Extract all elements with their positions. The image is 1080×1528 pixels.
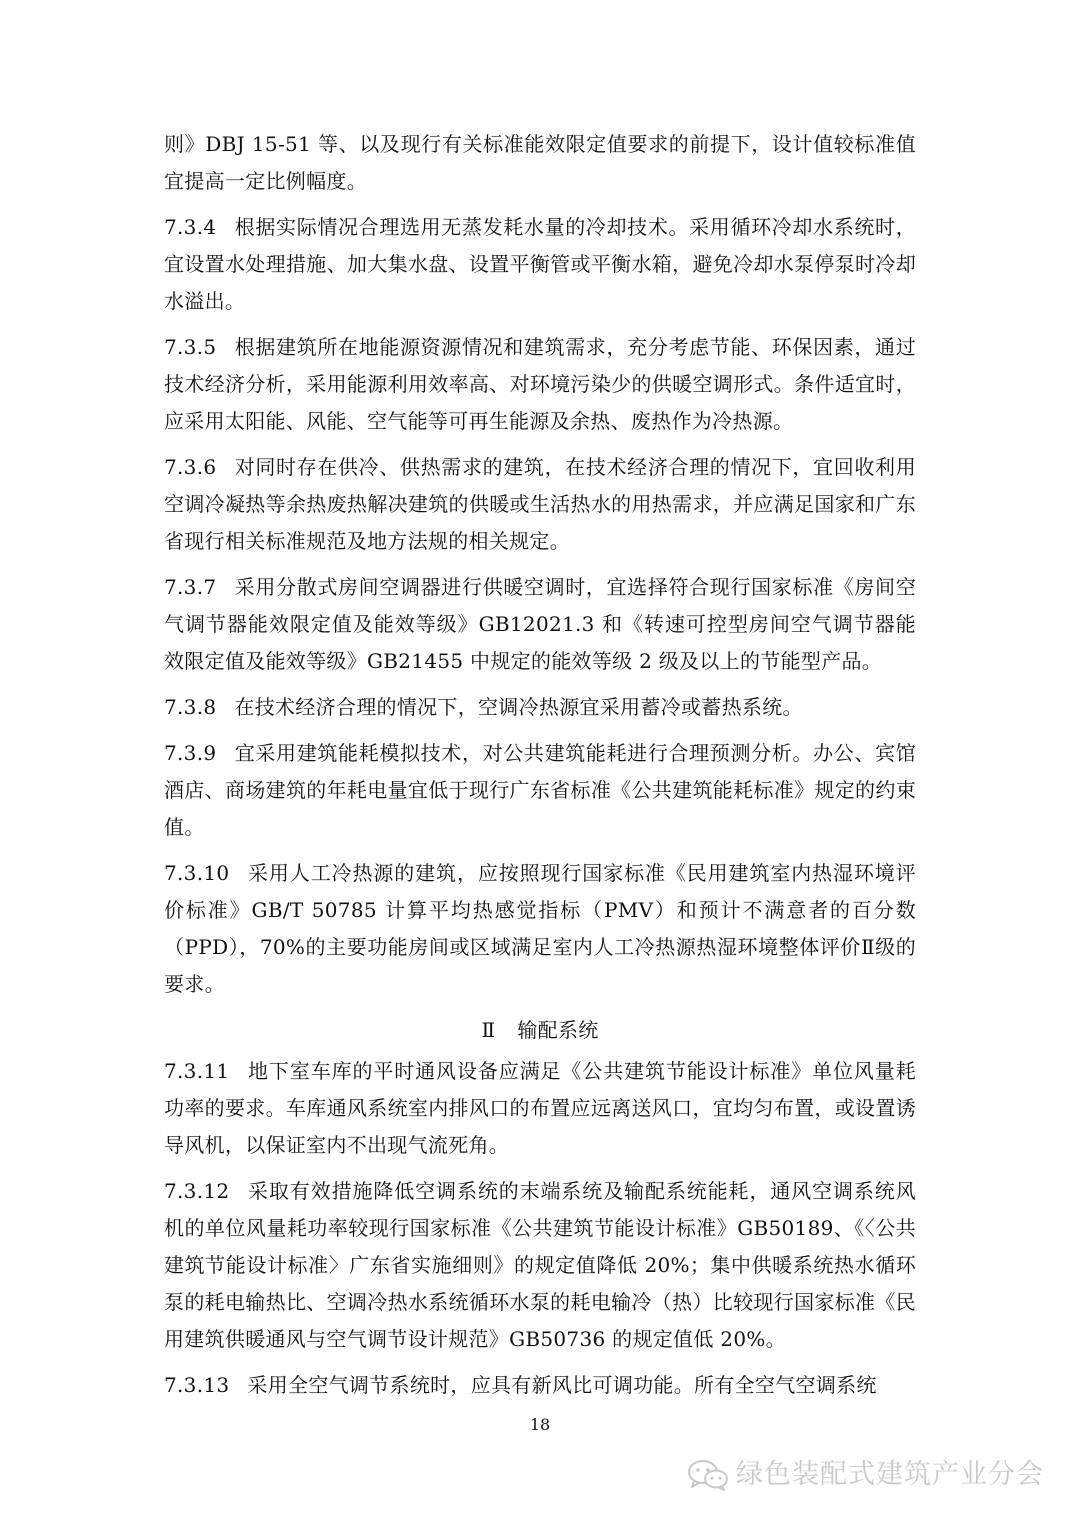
watermark-text: 绿色装配式建筑产业分会 <box>736 1459 1044 1490</box>
section-roman-numeral: Ⅱ <box>481 1018 496 1042</box>
clause-number: 7.3.6 <box>164 455 217 479</box>
clause-7-3-5 <box>164 329 916 440</box>
page-number: 18 <box>529 1415 551 1434</box>
clause-7-3-9 <box>164 735 916 846</box>
clause-number: 7.3.7 <box>164 575 217 599</box>
section-heading <box>164 1012 916 1049</box>
clause-text: 采用全空气调节系统时，应具有新风比可调功能。所有全空气空调系统 <box>247 1373 877 1397</box>
clause-text: 采用分散式房间空调器进行供暖空调时，宜选择符合现行国家标准《房间空气调节器能效限定值及能效等级》GB12021.3 和《转速可控型房间空气调节器能效限定值及能效等级》GB21455 中规定的能效等级 2 级及以上的节能型产品。 <box>164 575 916 673</box>
clause-7-3-4 <box>164 209 916 320</box>
watermark <box>686 1455 1044 1495</box>
clause-number: 7.3.8 <box>164 695 217 719</box>
clause-7-3-13 <box>164 1367 916 1404</box>
clause-number: 7.3.5 <box>164 335 217 359</box>
clause-text: 采用人工冷热源的建筑，应按照现行国家标准《民用建筑室内热湿环境评价标准》GB/T 50785 计算平均热感觉指标（PMV）和预计不满意者的百分数（PPD），70%的主要功能房间或区域满足室内人工冷热源热湿环境整体评价Ⅱ级的要求。 <box>164 861 916 996</box>
clause-text: 地下室车库的平时通风设备应满足《公共建筑节能设计标准》单位风量耗功率的要求。车库通风系统室内排风口的布置应远离送风口，宜均匀布置，或设置诱导风机，以保证室内不出现气流死角。 <box>164 1059 916 1157</box>
clause-number: 7.3.4 <box>164 215 217 239</box>
paragraph-continuation <box>164 126 916 200</box>
clause-7-3-12 <box>164 1173 916 1358</box>
clause-text: 宜采用建筑能耗模拟技术，对公共建筑能耗进行合理预测分析。办公、宾馆酒店、商场建筑的年耗电量宜低于现行广东省标准《公共建筑能耗标准》规定的约束值。 <box>164 741 916 839</box>
clause-text: 对同时存在供冷、供热需求的建筑，在技术经济合理的情况下，宜回收利用空调冷凝热等余热废热解决建筑的供暖或生活热水的用热需求，并应满足国家和广东省现行相关标准规范及地方法规的相关规定。 <box>164 455 916 553</box>
clause-7-3-6 <box>164 449 916 560</box>
clause-number: 7.3.9 <box>164 741 217 765</box>
clause-7-3-7 <box>164 569 916 680</box>
page-content <box>164 126 916 1413</box>
clause-text: 采取有效措施降低空调系统的末端系统及输配系统能耗，通风空调系统风机的单位风量耗功率较现行国家标准《公共建筑节能设计标准》GB50189、《〈公共建筑节能设计标准〉广东省实施细则》的规定值降低 20%；集中供暖系统热水循环泵的耗电输热比、空调冷热水系统循环水泵的耗电输冷（热）比较现行国家标准《民用建筑供暖通风与空气调节设计规范》GB50736 的规定值低 20%。 <box>164 1179 916 1351</box>
clause-text: 根据实际情况合理选用无蒸发耗水量的冷却技术。采用循环冷却水系统时，宜设置水处理措施、加大集水盘、设置平衡管或平衡水箱，避免冷却水泵停泵时冷却水溢出。 <box>164 215 916 313</box>
paragraph-text: 则》DBJ 15-51 等、以及现行有关标准能效限定值要求的前提下，设计值较标准值宜提高一定比例幅度。 <box>164 132 916 193</box>
clause-number: 7.3.13 <box>164 1373 230 1397</box>
wechat-icon <box>686 1458 730 1492</box>
clause-text: 在技术经济合理的情况下，空调冷热源宜采用蓄冷或蓄热系统。 <box>234 695 803 719</box>
clause-7-3-8 <box>164 689 916 726</box>
section-title: 输配系统 <box>517 1018 599 1042</box>
clause-7-3-11 <box>164 1053 916 1164</box>
clause-7-3-10 <box>164 855 916 1003</box>
clause-number: 7.3.11 <box>164 1059 230 1083</box>
clause-text: 根据建筑所在地能源资源情况和建筑需求，充分考虑节能、环保因素，通过技术经济分析，采用能源利用效率高、对环境污染少的供暖空调形式。条件适宜时，应采用太阳能、风能、空气能等可再生能源及余热、废热作为冷热源。 <box>164 335 916 433</box>
clause-number: 7.3.10 <box>164 861 230 885</box>
clause-number: 7.3.12 <box>164 1179 230 1203</box>
